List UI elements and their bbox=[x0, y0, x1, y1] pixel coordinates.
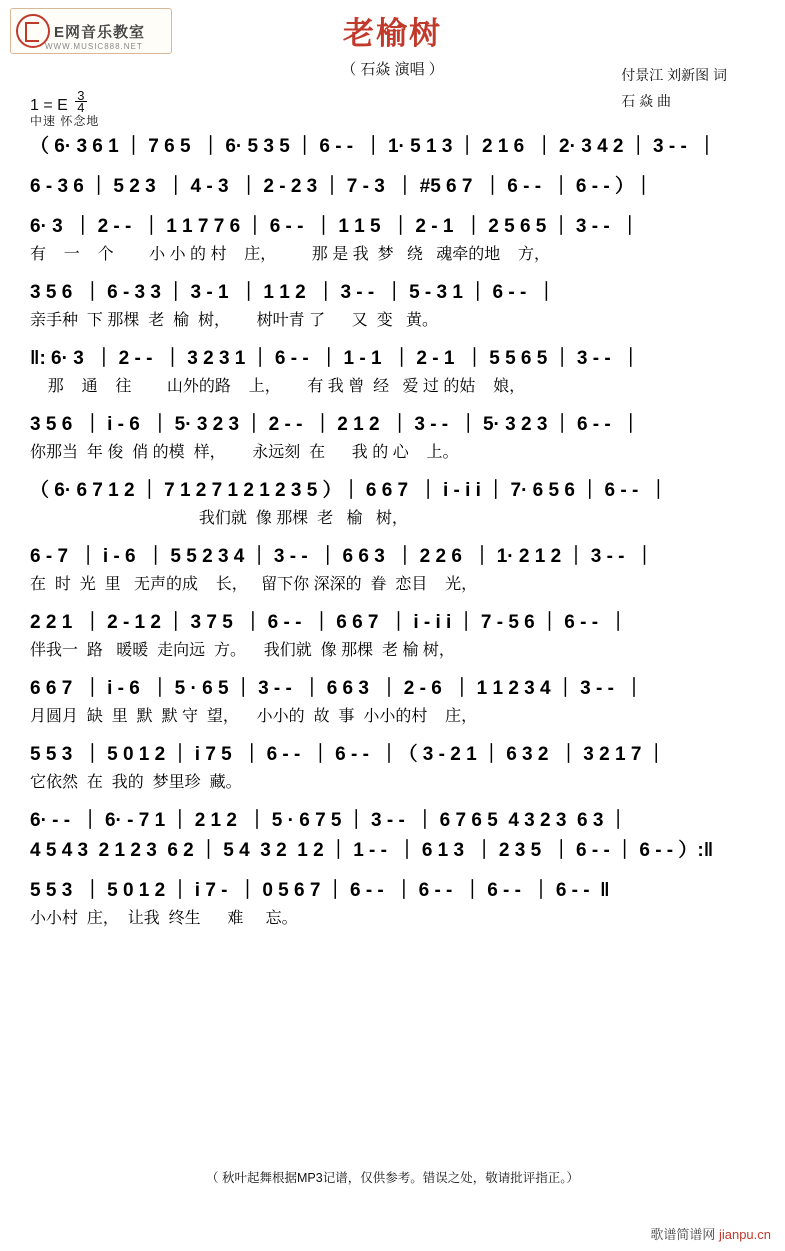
site-watermark bbox=[650, 1224, 771, 1243]
note-row: ‖: 6· 3 ｜ 2 - - ｜ 3 2 3 1 ｜ 6 - - ｜ 1 - 1 ｜ 2 - 1 ｜ 5 5 6 5 ｜ 3 - - ｜ bbox=[30, 348, 641, 369]
spacer bbox=[0, 202, 785, 212]
page-title: 老榆树 bbox=[343, 16, 442, 51]
note-row: 3 5 6 ｜ 6 - 3 3 ｜ 3 - 1 ｜ 1 1 2 ｜ 3 - - ｜ 5 - 3 1 ｜ 6 - - ｜ bbox=[30, 282, 556, 303]
score-line bbox=[0, 410, 785, 466]
logo-text: E网音乐教室 bbox=[54, 23, 146, 41]
lyric-row: 你那当 年 俊 俏 的模 样， 永远刻 在 我 的 心 上。 bbox=[30, 444, 459, 461]
note-row: 6 6 7 ｜ i - 6 ｜ 5 · 6 5 ｜ 3 - - ｜ 6 6 3 ｜ 2 - 6 ｜ 1 1 2 3 4 ｜ 3 - - ｜ bbox=[30, 678, 644, 699]
spacer bbox=[0, 730, 785, 740]
lyric-row: 月圆月 缺 里 默 默 守 望， 小小的 故 事 小小的村 庄， bbox=[30, 708, 478, 725]
lyric-row: 那 通 往 山外的路 上， 有 我 曾 经 爱 过 的姑 娘， bbox=[30, 378, 526, 395]
spacer bbox=[0, 598, 785, 608]
spacer bbox=[0, 334, 785, 344]
score-line bbox=[0, 476, 785, 532]
meter-denominator: 4 bbox=[77, 100, 85, 115]
note-row: （ 6· 6 7 1 2 ｜ 7 1 2 7 1 2 1 2 3 5 ）｜ 6 6 7 ｜ i - i i ｜ 7· 6 5 6 ｜ 6 - - ｜ bbox=[30, 480, 668, 501]
lyric-row: 在 时 光 里 无声的成 长， 留下你 深深的 眷 恋目 光， bbox=[30, 576, 478, 593]
note-row: 6 - 3 6 ｜ 5 2 3 ｜ 4 - 3 ｜ 2 - 2 3 ｜ 7 - 3 ｜ #5 6 7 ｜ 6 - - ｜ 6 - - ）｜ bbox=[30, 176, 653, 197]
singer-line: （ 石焱 演唱 ） bbox=[341, 61, 444, 78]
key-text: 1 = E bbox=[30, 97, 68, 114]
score-line bbox=[0, 278, 785, 334]
lyric-row: 小小村 庄， 让我 终生 难 忘。 bbox=[30, 910, 298, 927]
lyricist-line: 付景江 刘新图 词 bbox=[621, 67, 727, 83]
time-signature bbox=[75, 90, 86, 113]
spacer bbox=[0, 866, 785, 876]
credits bbox=[621, 62, 727, 114]
score-line bbox=[0, 876, 785, 932]
note-row: 6· - - ｜ 6· - 7 1 ｜ 2 1 2 ｜ 5 · 6 7 5 ｜ 3 - - ｜ 6 7 6 5 4 3 2 3 6 3 ｜ bbox=[30, 810, 628, 831]
site-name-cn: 歌谱简谱网 bbox=[650, 1227, 716, 1242]
lyric-row: 伴我一 路 暖暖 走向远 方。 我们就 像 那棵 老 榆 树， bbox=[30, 642, 455, 659]
logo-subtext: WWW.MUSIC888.NET bbox=[45, 42, 143, 51]
score-line bbox=[0, 806, 785, 836]
note-row: 5 5 3 ｜ 5 0 1 2 ｜ i 7 - ｜ 0 5 6 7 ｜ 6 - - ｜ 6 - - ｜ 6 - - ｜ 6 - - ‖ bbox=[30, 880, 610, 901]
note-row: 2 2 1 ｜ 2 - 1 2 ｜ 3 7 5 ｜ 6 - - ｜ 6 6 7 ｜ i - i i ｜ 7 - 5 6 ｜ 6 - - ｜ bbox=[30, 612, 628, 633]
note-row: 6 - 7 ｜ i - 6 ｜ 5 5 2 3 4 ｜ 3 - - ｜ 6 6 3 ｜ 2 2 6 ｜ 1· 2 1 2 ｜ 3 - - ｜ bbox=[30, 546, 655, 567]
spacer bbox=[0, 466, 785, 476]
score-body bbox=[0, 132, 785, 932]
transcription-note: （ 秋叶起舞根据MP3记谱，仅供参考。错误之处，敬请批评指正。） bbox=[206, 1171, 579, 1185]
note-row: 4 5 4 3 2 1 2 3 6 2 ｜ 5 4 3 2 1 2 ｜ 1 - - ｜ 6 1 3 ｜ 2 3 5 ｜ 6 - - ｜ 6 - - ）:‖ bbox=[30, 840, 714, 861]
score-line bbox=[0, 212, 785, 268]
spacer bbox=[0, 400, 785, 410]
lyric-row: 有 一 个 小 小 的 村 庄， 那 是 我 梦 绕 魂牵的地 方， bbox=[30, 246, 551, 263]
lyric-row: 亲手种 下 那棵 老 榆 树， 树叶青 了 又 变 黄。 bbox=[30, 312, 439, 329]
spacer bbox=[0, 664, 785, 674]
score-line bbox=[0, 608, 785, 664]
score-line bbox=[0, 344, 785, 400]
spacer bbox=[0, 162, 785, 172]
tempo-marking: 中速 怀念地 bbox=[30, 114, 100, 128]
composer-line: 石 焱 曲 bbox=[621, 93, 671, 109]
meter-numerator: 3 bbox=[77, 88, 85, 103]
score-line bbox=[0, 542, 785, 598]
score-line bbox=[0, 132, 785, 162]
score-line bbox=[0, 172, 785, 202]
spacer bbox=[0, 532, 785, 542]
note-row: （ 6· 3 6 1 ｜ 7 6 5 ｜ 6· 5 3 5 ｜ 6 - - ｜ 1· 5 1 3 ｜ 2 1 6 ｜ 2· 3 4 2 ｜ 3 - - ｜ bbox=[30, 136, 717, 157]
lyric-row: 我们就 像 那棵 老 榆 树， bbox=[30, 510, 408, 527]
spacer bbox=[0, 796, 785, 806]
lyric-row: 它依然 在 我的 梦里珍 藏。 bbox=[30, 774, 242, 791]
site-name-en: jianpu.cn bbox=[718, 1227, 771, 1242]
note-row: 6· 3 ｜ 2 - - ｜ 1 1 7 7 6 ｜ 6 - - ｜ 1 1 5 ｜ 2 - 1 ｜ 2 5 6 5 ｜ 3 - - ｜ bbox=[30, 216, 640, 237]
score-line bbox=[0, 836, 785, 866]
note-row: 5 5 3 ｜ 5 0 1 2 ｜ i 7 5 ｜ 6 - - ｜ 6 - - ｜（ 3 - 2 1 ｜ 6 3 2 ｜ 3 2 1 7 ｜ bbox=[30, 744, 666, 765]
score-line bbox=[0, 674, 785, 730]
note-row: 3 5 6 ｜ i - 6 ｜ 5· 3 2 3 ｜ 2 - - ｜ 2 1 2 ｜ 3 - - ｜ 5· 3 2 3 ｜ 6 - - ｜ bbox=[30, 414, 641, 435]
score-line bbox=[0, 740, 785, 796]
spacer bbox=[0, 268, 785, 278]
